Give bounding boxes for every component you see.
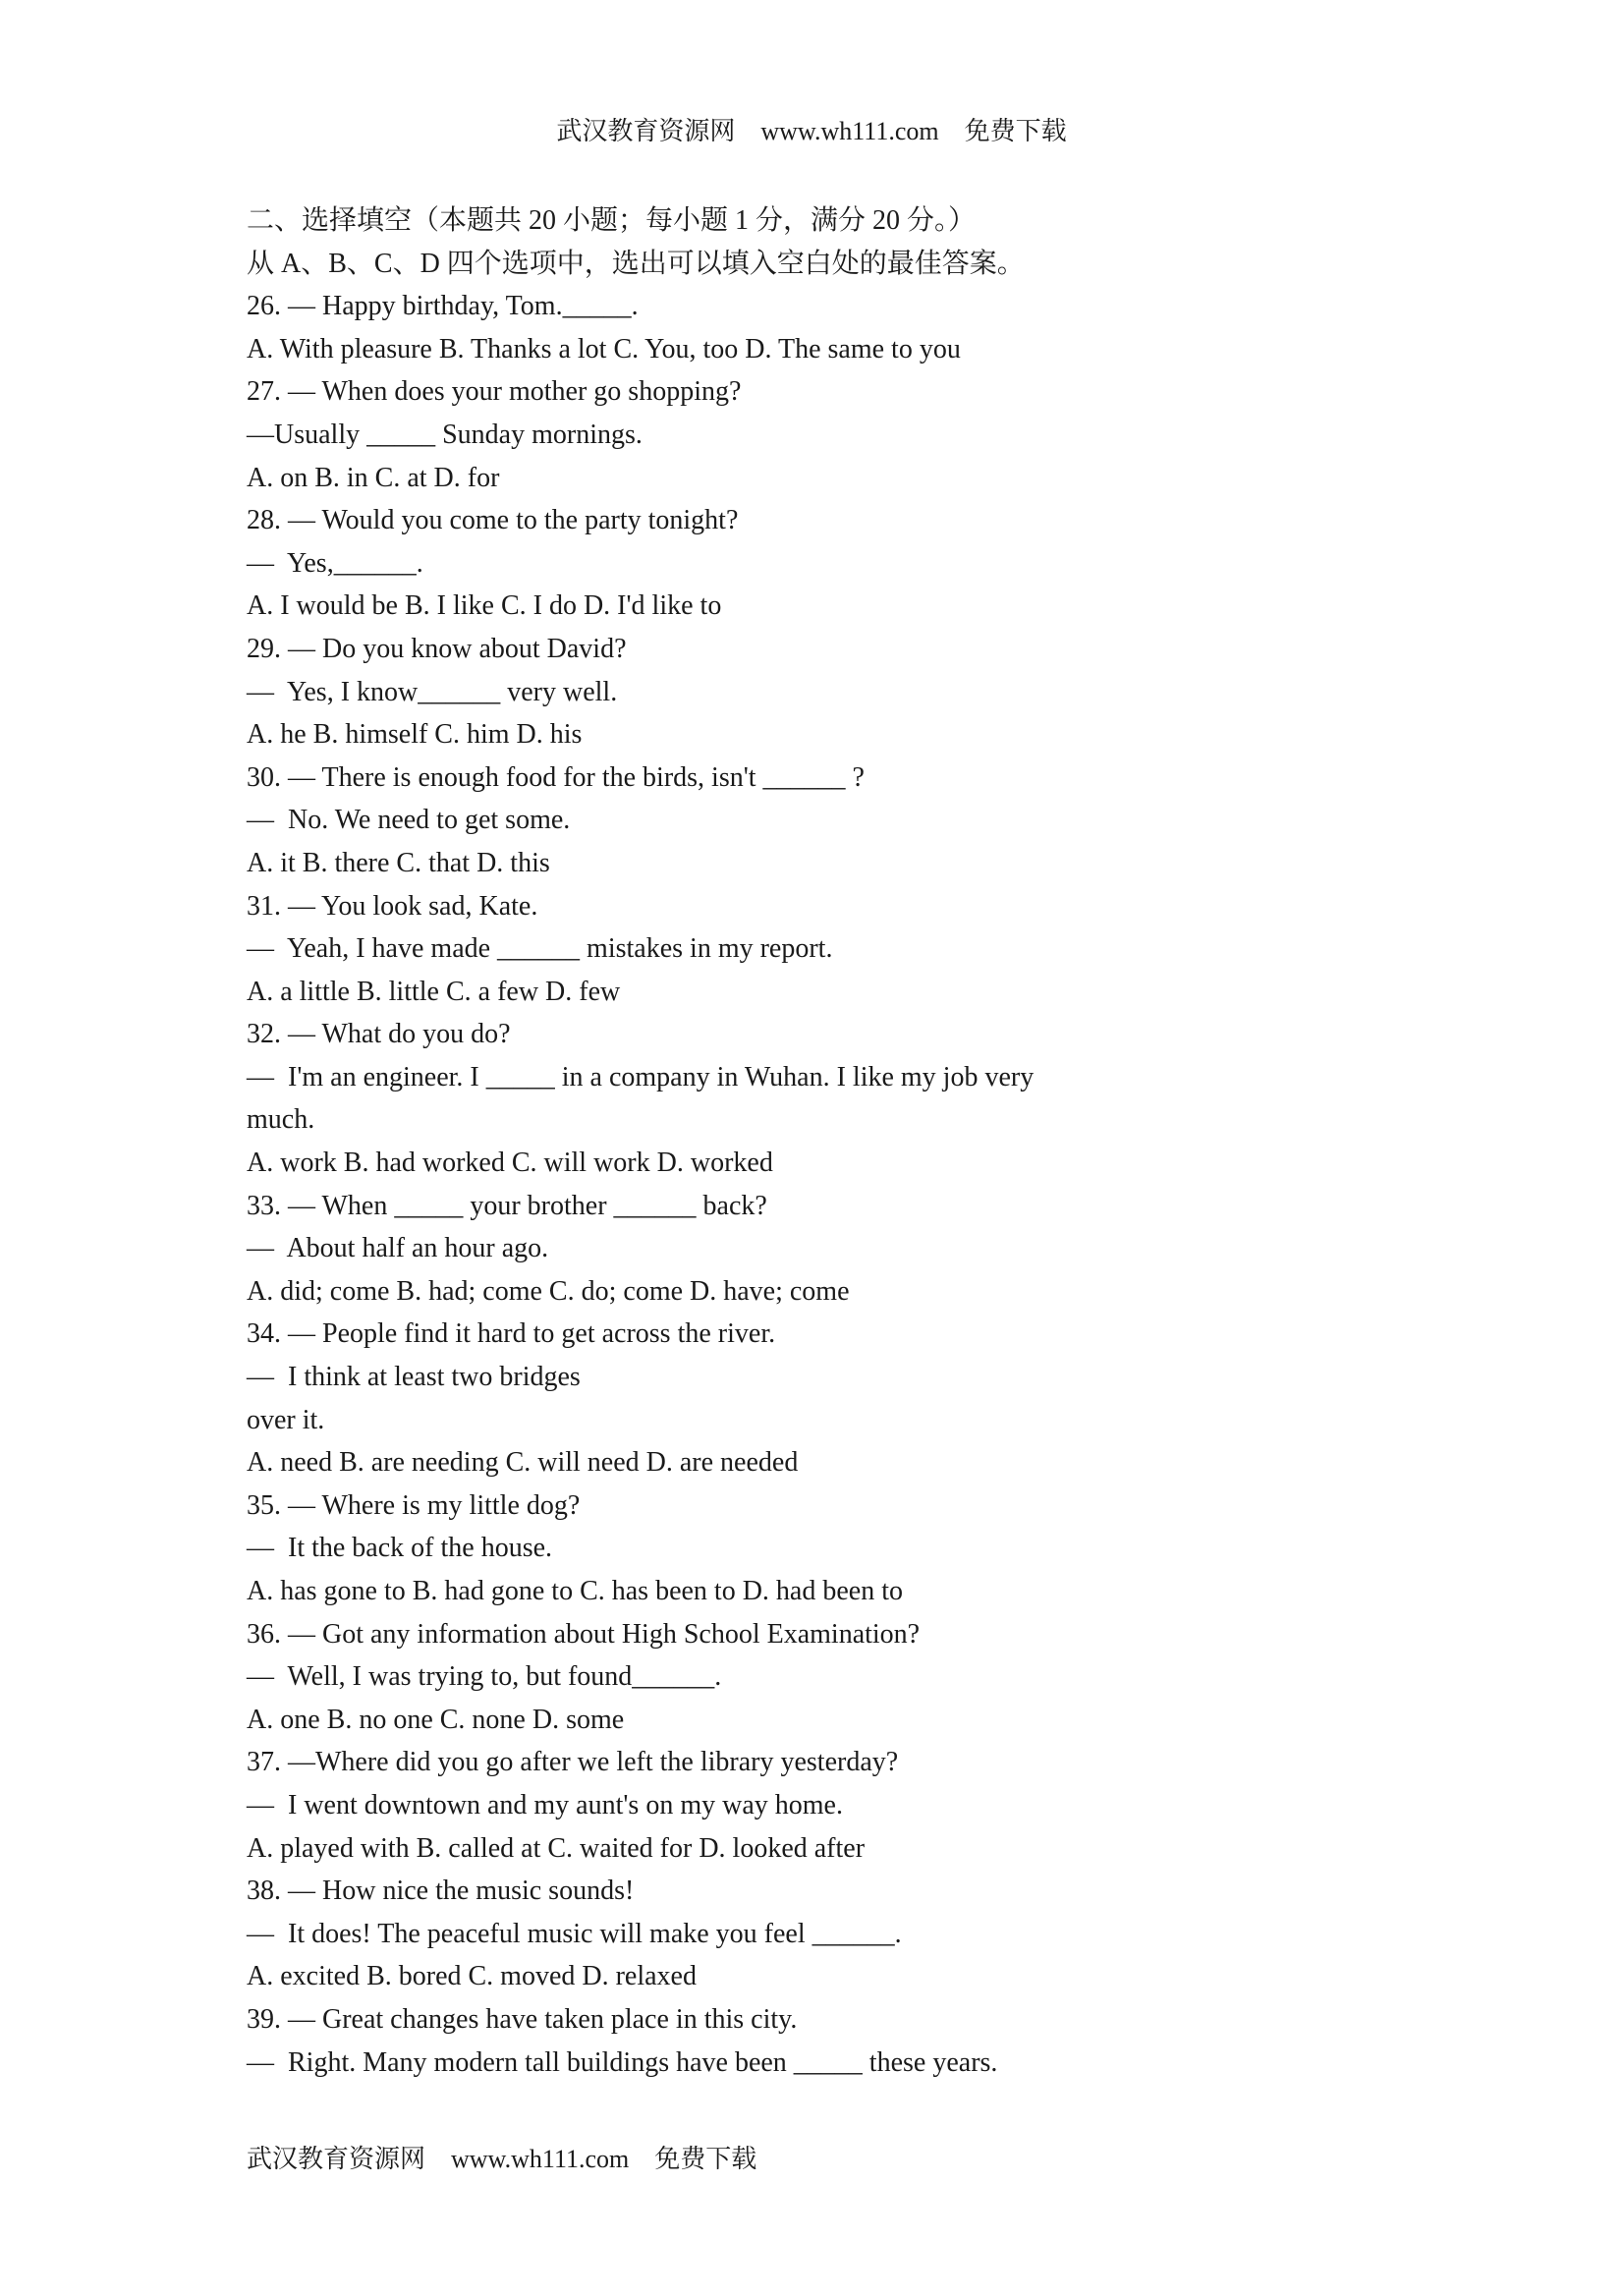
question-39: 39. — Great changes have taken place in this city. — [247, 2003, 798, 2035]
page-footer: 武汉教育资源网 www.wh111.com 免费下载 — [247, 2145, 757, 2173]
options-31: A. a little B. little C. a few D. few — [247, 976, 621, 1007]
page-header: 武汉教育资源网 www.wh111.com 免费下载 — [556, 117, 1067, 145]
answer-line-39: — Right. Many modern tall buildings have been _____ these years. — [247, 2046, 998, 2078]
answer-line-28: — Yes,______. — [247, 547, 423, 579]
answer-line-35: — It the back of the house. — [247, 1533, 553, 1564]
answer-line-34-cont: over it. — [247, 1404, 325, 1435]
section-title: 二、选择填空（本题共 20 小题；每小题 1 分，满分 20 分。） — [247, 205, 977, 236]
answer-line-31: — Yeah, I have made ______ mistakes in my report. — [247, 933, 833, 965]
question-35: 35. — Where is my little dog? — [247, 1489, 581, 1521]
answer-line-30: — No. We need to get some. — [247, 805, 571, 836]
options-27: A. on B. in C. at D. for — [247, 462, 500, 493]
answer-line-38: — It does! The peaceful music will make you feel ______. — [247, 1918, 902, 1949]
answer-line-37: — I went downtown and my aunt's on my way home. — [247, 1789, 843, 1820]
answer-line-36: — Well, I was trying to, but found______. — [247, 1661, 722, 1693]
options-35: A. has gone to B. had gone to C. has been to D. had been to — [247, 1576, 903, 1606]
options-34: A. need B. are needing C. will need D. are needed — [247, 1447, 799, 1479]
answer-line-34: — I think at least two bridges — [247, 1362, 581, 1393]
options-26: A. With pleasure B. Thanks a lot C. You, too D. The same to you — [247, 333, 961, 364]
question-32: 32. — What do you do? — [247, 1019, 511, 1050]
question-29: 29. — Do you know about David? — [247, 633, 627, 664]
section-instruction: 从 A、B、C、D 四个选项中，选出可以填入空白处的最佳答案。 — [247, 248, 1025, 279]
question-28: 28. — Would you come to the party tonight? — [247, 505, 739, 536]
options-36: A. one B. no one C. none D. some — [247, 1704, 625, 1735]
options-33: A. did; come B. had; come C. do; come D. have; come — [247, 1275, 850, 1307]
options-32: A. work B. had worked C. will work D. worked — [247, 1148, 773, 1179]
answer-line-32-cont: much. — [247, 1104, 315, 1136]
options-37: A. played with B. called at C. waited for D. looked after — [247, 1832, 866, 1864]
question-27: 27. — When does your mother go shopping? — [247, 376, 742, 408]
question-33: 33. — When _____ your brother ______ back? — [247, 1190, 767, 1221]
question-26: 26. — Happy birthday, Tom._____. — [247, 291, 639, 322]
options-30: A. it B. there C. that D. this — [247, 847, 550, 878]
options-28: A. I would be B. I like C. I do D. I'd like to — [247, 590, 722, 622]
question-36: 36. — Got any information about High School Examination? — [247, 1618, 921, 1650]
question-content — [247, 199, 1386, 2084]
question-37: 37. —Where did you go after we left the library yesterday? — [247, 1747, 899, 1778]
options-29: A. he B. himself C. him D. his — [247, 719, 583, 751]
answer-line-29: — Yes, I know______ very well. — [247, 676, 618, 707]
question-38: 38. — How nice the music sounds! — [247, 1876, 635, 1907]
answer-line-33: — About half an hour ago. — [247, 1233, 549, 1264]
answer-line-32: — I'm an engineer. I _____ in a company in Wuhan. I like my job very — [247, 1061, 1035, 1092]
options-38: A. excited B. bored C. moved D. relaxed — [247, 1961, 697, 1992]
question-34: 34. — People find it hard to get across the river. — [247, 1318, 776, 1350]
question-30: 30. — There is enough food for the birds, isn't ______ ? — [247, 761, 865, 793]
answer-line-27: —Usually _____ Sunday mornings. — [247, 419, 643, 450]
question-31: 31. — You look sad, Kate. — [247, 890, 538, 922]
